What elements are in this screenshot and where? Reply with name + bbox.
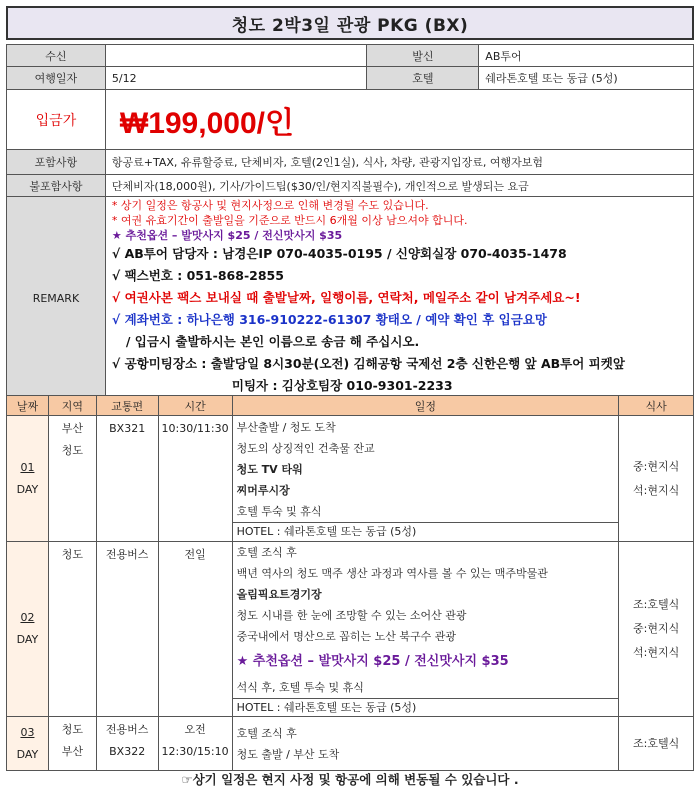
itinerary-item: 호텔 조식 후	[236, 726, 297, 740]
itinerary-hotel: HOTEL : 쉐라톤호텔 또는 동급 (5성)	[233, 522, 619, 540]
region-text: 청도	[61, 548, 83, 561]
itinerary-item: 석식 후, 호텔 투숙 및 휴식	[236, 681, 364, 694]
day-row-3	[7, 717, 694, 771]
day-3-time	[158, 717, 232, 771]
day-2-itinerary	[232, 542, 619, 717]
excluded-label: 불포함사항	[7, 175, 106, 197]
header-region: 지역	[48, 396, 96, 416]
sender-label: 발신	[367, 45, 479, 67]
included-label: 포함사항	[7, 150, 106, 175]
day-1-cell	[7, 416, 49, 542]
transport-text: BX322	[109, 745, 146, 758]
remark-option: ★ 추천옵션 – 발맛사지 $25 / 전신맛사지 $35	[111, 229, 343, 242]
excluded-value: 단체비자(18,000원), 기사/가이드팁($30/인/현지직불필수), 개인적으로 발생되는 요금	[105, 175, 693, 197]
header-transport: 교통편	[96, 396, 158, 416]
day-2-transport	[96, 542, 158, 717]
itinerary-item: 호텔 투숙 및 휴식	[236, 505, 322, 518]
day-2-time	[158, 542, 232, 717]
time-text: 전일	[184, 548, 206, 561]
header-time: 시간	[158, 396, 232, 416]
day-2-label: DAY	[16, 633, 39, 646]
day-1-number: 01	[20, 460, 35, 474]
meal-text: 석:현지식	[633, 483, 680, 497]
time-text: 10:30/11:30	[161, 422, 229, 435]
itinerary-hotel: HOTEL : 쉐라톤호텔 또는 동급 (5성)	[233, 698, 619, 716]
day-1-region	[48, 416, 96, 542]
remark-note-passport: * 여권 유효기간이 출발일을 기준으로 반드시 6개월 이상 남으셔야 합니다.	[111, 214, 468, 227]
footer-notice: ☞상기 일정은 현지 사정 및 항공에 의해 변동될 수 있습니다 .	[181, 772, 519, 787]
price-label: 입금가	[35, 112, 77, 129]
price-value: ₩199,000/인	[105, 90, 693, 150]
itinerary-item: 청도 출발 / 부산 도착	[236, 747, 340, 761]
region-text: 청도	[61, 723, 83, 736]
hotel-value: 쉐라톤호텔 또는 동급 (5성)	[479, 67, 694, 90]
header-meals: 식사	[619, 396, 694, 416]
meal-text: 조:호텔식	[633, 736, 680, 750]
day-row-1	[7, 416, 694, 542]
travel-date-value: 5/12	[105, 67, 367, 90]
header-itinerary: 일정	[232, 396, 619, 416]
recipient-value	[105, 45, 367, 67]
itinerary-item: 중국내에서 명산으로 꼽히는 노산 북구수 관광	[236, 630, 456, 643]
remark-note-schedule: * 상기 일정은 항공사 및 현지사정으로 인해 변경될 수도 있습니다.	[111, 199, 429, 212]
transport-text: 전용버스	[105, 548, 149, 561]
time-text: 12:30/15:10	[161, 745, 229, 758]
region-text: 부산	[61, 422, 83, 435]
remark-account: √ 계좌번호 : 하나은행 316-910222-61307 황태오 / 예약 확인 후 입금요망	[111, 312, 547, 327]
day-1-itinerary	[232, 416, 619, 542]
itinerary-item: 부산출발 / 청도 도착	[236, 421, 336, 434]
itinerary-item: 백년 역사의 청도 맥주 생산 과정과 역사를 볼 수 있는 맥주박물관	[236, 567, 548, 580]
day-2-region	[48, 542, 96, 717]
itinerary-option: ★ 추천옵션 – 발맛사지 $25 / 전신맛사지 $35	[236, 654, 509, 669]
itinerary-item: 찌머루시장	[236, 484, 290, 497]
remark-contact: √ AB투어 담당자 : 남경은IP 070-4035-0195 / 신양회실장 070-4035-1478	[111, 246, 567, 261]
itinerary-item: 올림픽요트경기장	[236, 588, 322, 601]
day-3-label: DAY	[16, 747, 39, 761]
day-3-number: 03	[20, 725, 35, 739]
schedule-table	[6, 395, 694, 771]
header-date: 날짜	[7, 396, 49, 416]
day-1-meals	[619, 416, 694, 542]
itinerary-item: 청도 TV 타워	[236, 463, 303, 476]
transport-text: BX321	[109, 422, 146, 435]
time-text: 오전	[184, 723, 206, 736]
day-3-cell	[7, 717, 49, 771]
meal-text: 조:호텔식	[633, 598, 680, 611]
remark-passport-fax: √ 여권사본 팩스 보내실 때 출발날짜, 일행이름, 연락처, 메일주소 같이 남겨주세요~!	[111, 290, 581, 305]
region-text: 청도	[61, 444, 83, 457]
travel-date-label: 여행일자	[7, 67, 106, 90]
day-2-meals	[619, 542, 694, 717]
remark-fax: √ 팩스번호 : 051-868-2855	[111, 268, 284, 283]
remark-meeter: 미팅자 : 김상호팀장 010-9301-2233	[231, 378, 453, 393]
page-title: 청도 2박3일 관광 PKG (BX)	[6, 6, 694, 40]
day-3-itinerary	[232, 717, 619, 771]
day-1-time	[158, 416, 232, 542]
day-3-meals	[619, 717, 694, 771]
day-2-cell	[7, 542, 49, 717]
remark-deposit: / 입금시 출발하시는 본인 이름으로 송금 해 주십시오.	[125, 334, 420, 349]
meal-text: 중:현지식	[633, 622, 680, 635]
itinerary-item: 호텔 조식 후	[236, 546, 297, 559]
day-3-region	[48, 717, 96, 771]
sender-value: AB투어	[479, 45, 694, 67]
itinerary-item: 청도의 상징적인 건축물 잔교	[236, 442, 375, 455]
itinerary-item: 청도 시내를 한 눈에 조망할 수 있는 소어산 관광	[236, 609, 467, 622]
transport-text: 전용버스	[105, 723, 149, 736]
region-text: 부산	[61, 745, 83, 758]
day-row-2	[7, 542, 694, 717]
recipient-label: 수신	[7, 45, 106, 67]
remark-meeting-place: √ 공항미팅장소 : 출발당일 8시30분(오전) 김해공항 국제선 2층 신한은행 앞 AB투어 피켓앞	[111, 356, 625, 371]
day-1-label: DAY	[16, 482, 39, 496]
day-1-transport	[96, 416, 158, 542]
hotel-label: 호텔	[367, 67, 479, 90]
info-table	[6, 44, 694, 401]
meal-text: 중:현지식	[633, 459, 680, 473]
day-3-transport	[96, 717, 158, 771]
remark-box	[105, 197, 693, 401]
day-2-number: 02	[20, 611, 35, 624]
meal-text: 석:현지식	[633, 646, 680, 659]
included-value: 항공료+TAX, 유류할증료, 단체비자, 호텔(2인1실), 식사, 차량, 관광지입장료, 여행자보험	[105, 150, 693, 175]
remark-label: REMARK	[7, 197, 106, 401]
